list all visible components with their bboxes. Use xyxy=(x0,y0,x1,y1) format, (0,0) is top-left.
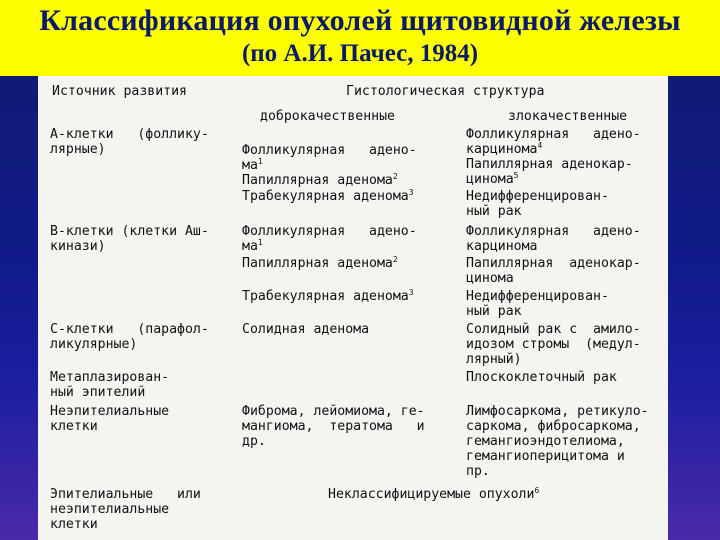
header-malignant: злокачественные xyxy=(508,109,628,124)
row-source-nonepithelial: Неэпителиальные клетки xyxy=(50,404,170,434)
header-benign: доброкачественные xyxy=(260,109,395,124)
header-source: Источник развития xyxy=(52,84,187,99)
table-cell: Недифференцирован- ный рак xyxy=(466,189,609,219)
scanned-table xyxy=(38,76,668,540)
table-cell: Плоскоклеточный рак xyxy=(466,370,617,385)
table-cell: Фолликулярная адено- карцинома$^4$ xyxy=(466,127,641,157)
table-cell: Фолликулярная адено- карцинома xyxy=(466,224,641,254)
header-structure: Гистологическая структура xyxy=(346,84,545,99)
slide-title: Классификация опухолей щитовидной железы xyxy=(39,4,681,37)
unclassified-tumors: Неклассифицируемые опухоли$^6$ xyxy=(328,486,540,502)
table-cell: Папиллярная аденома$^2$ xyxy=(242,255,398,271)
table-cell: Папиллярная аденокар- цинома$^5$ xyxy=(466,157,633,187)
table-cell: Папиллярная аденома$^2$ xyxy=(242,172,398,188)
slide-title-banner xyxy=(0,0,720,76)
row-source-c-cells: С-клетки (парафол- ликулярные) xyxy=(50,322,209,352)
slide-subtitle: (по А.И. Пачес, 1984) xyxy=(241,40,479,67)
table-cell: Трабекулярная аденома$^3$ xyxy=(242,188,414,204)
table-cell: Недифференцирован- ный рак xyxy=(466,289,609,319)
table-cell: Лимфосаркома, ретикуло- саркома, фибросаркома, гемангиоэндотелиома, гемангиоперицитома и пр. xyxy=(466,404,649,479)
table-cell: Фиброма, лейомиома, ге- мангиома, тератома и др. xyxy=(242,404,425,449)
row-source-a-cells: А-клетки (фоллику- лярные) xyxy=(50,127,209,157)
table-cell: Папиллярная аденокар- цинома xyxy=(466,256,641,286)
table-cell: Фолликулярная адено- $ма^1$ xyxy=(242,224,417,254)
table-cell: Трабекулярная аденома$^3$ xyxy=(242,288,414,304)
table-cell: Солидная аденома xyxy=(242,322,370,337)
row-source-epi-or-nonepi: Эпителиальные или неэпителиальные клетки xyxy=(50,487,201,532)
table-cell: Солидный рак с амило- идозом стромы (медул- лярный) xyxy=(466,322,641,367)
table-cell: Фолликулярная адено- $ма^1$ xyxy=(242,143,417,173)
row-source-b-cells: В-клетки (клетки Аш- кинази) xyxy=(50,224,209,254)
row-source-metaplastic: Метаплазирован- ный эпителий xyxy=(50,370,170,400)
